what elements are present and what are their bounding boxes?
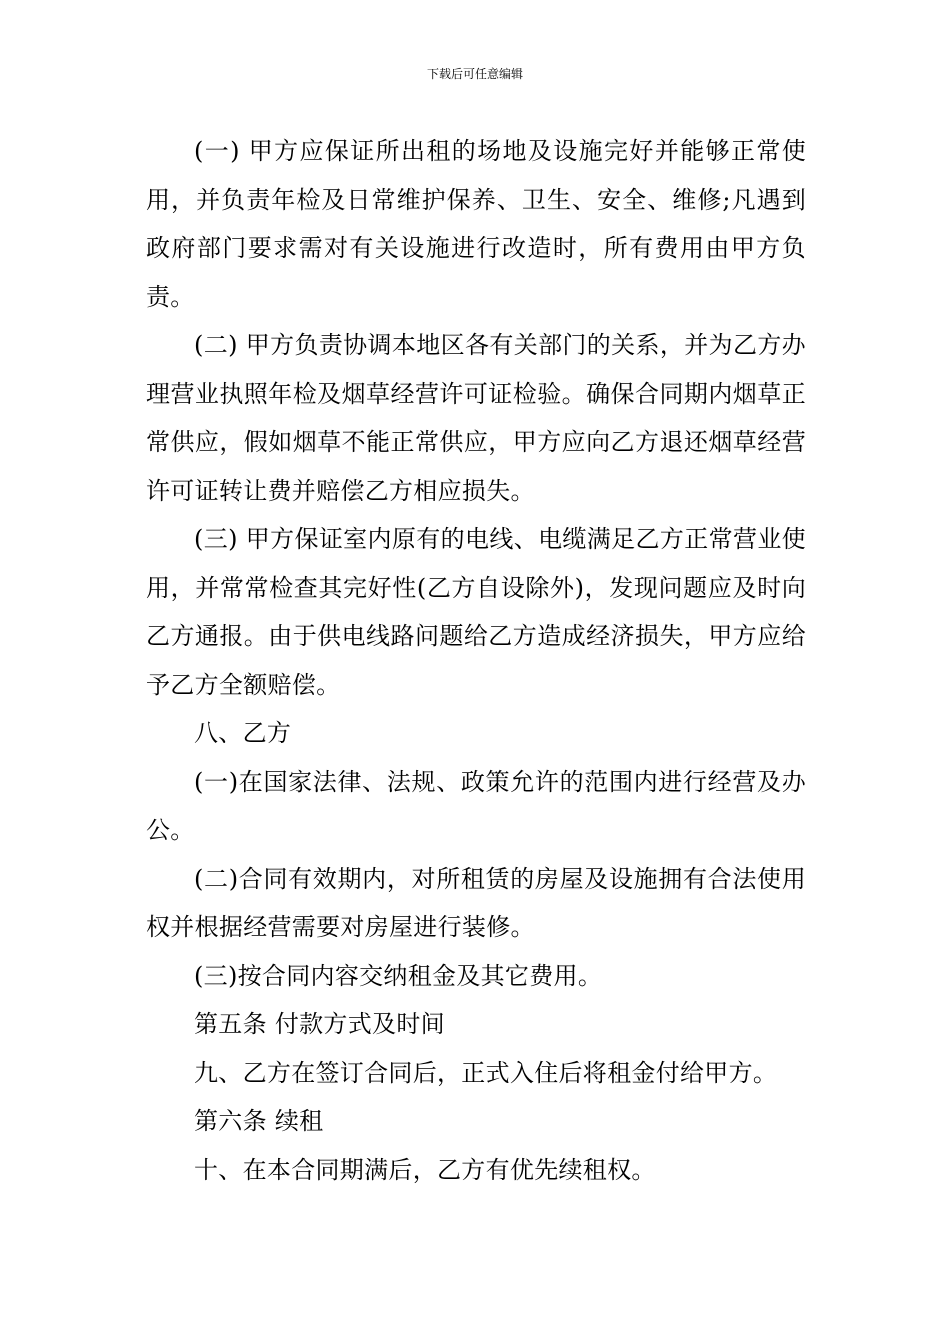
paragraph-party-b-clause-2: (二)合同有效期内，对所租赁的房屋及设施拥有合法使用权并根据经营需要对房屋进行装修。 [146,864,806,941]
paragraph-party-a-clause-1: (一) 甲方应保证所出租的场地及设施完好并能够正常使用，并负责年检及日常维护保养、卫生、安全、维修;凡遇到政府部门要求需对有关设施进行改造时，所有费用由甲方负责。 [146,137,806,311]
page-header-note: 下载后可任意编辑 [426,67,523,81]
section-heading-party-b: 八、乙方 [194,719,292,747]
document-body [146,127,806,1194]
paragraph-party-a-clause-3: (三) 甲方保证室内原有的电线、电缆满足乙方正常营业使用，并常常检查其完好性(乙方自设除外)，发现问题应及时向乙方通报。由于供电线路问题给乙方造成经济损失，甲方应给予乙方全额赔偿。 [146,525,806,699]
article-heading-renewal: 第六条 续租 [194,1107,324,1135]
article-heading-payment: 第五条 付款方式及时间 [194,1010,445,1038]
paragraph-party-b-clause-3: (三)按合同内容交纳租金及其它费用。 [194,961,603,990]
paragraph-renewal-clause: 十、在本合同期满后，乙方有优先续租权。 [194,1155,656,1184]
paragraph-party-a-clause-2: (二) 甲方负责协调本地区各有关部门的关系，并为乙方办理营业执照年检及烟草经营许可证检验。确保合同期内烟草正常供应，假如烟草不能正常供应，甲方应向乙方退还烟草经营许可证转让费并赔偿乙方相应损失。 [146,331,806,505]
paragraph-party-b-clause-1: (一)在国家法律、法规、政策允许的范围内进行经营及办公。 [146,767,806,844]
paragraph-payment-clause: 九、乙方在签订合同后，正式入住后将租金付给甲方。 [194,1058,778,1087]
